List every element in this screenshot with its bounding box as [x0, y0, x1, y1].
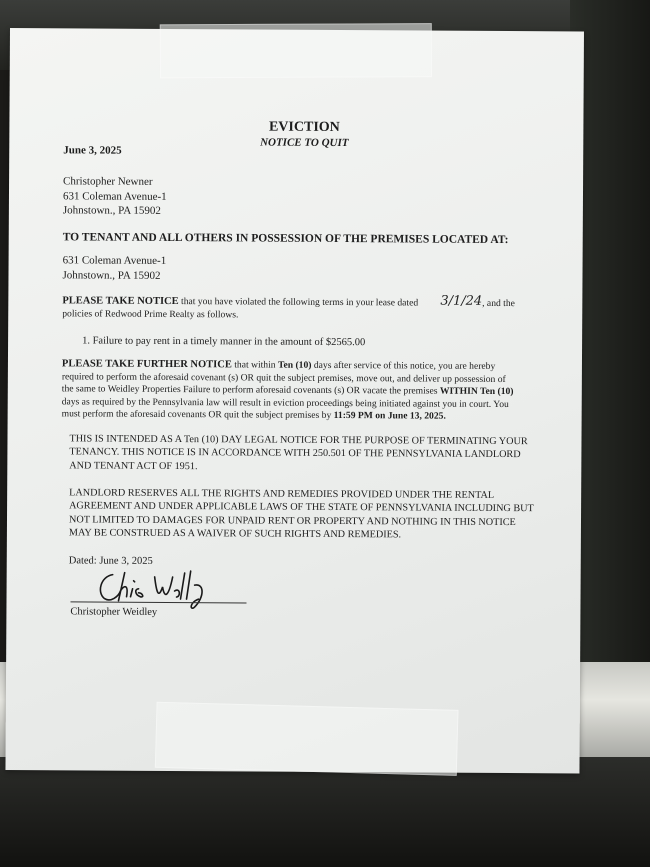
violation-item: 1. Failure to pay rent in a timely manner in the amount of $2565.00 — [82, 335, 366, 349]
tenant-name: Christopher Newner — [63, 175, 153, 188]
para2-lead: PLEASE TAKE FURTHER NOTICE — [61, 358, 232, 371]
para1-text: that you have violated the following terms in your lease dated — [178, 296, 419, 309]
premises-city: Johnstown., PA 15902 — [62, 268, 161, 282]
dated-line: Dated: June 3, 2025 — [68, 555, 153, 567]
legal-notice-paragraph: THIS IS INTENDED AS A Ten (10) DAY LEGAL NOTICE FOR THE PURPOSE OF TERMINATING YOUR TENANCY. THIS NOTICE IS IN ACCORDANCE WITH 250.501 OF THE PENNSYLVANIA LANDLORD AND TENANT ACT OF 1951. — [69, 433, 528, 472]
premises-heading: TO TENANT AND ALL OTHERS IN POSSESSION OF THE PREMISES LOCATED AT: — [62, 231, 509, 247]
para1-lead: PLEASE TAKE NOTICE — [62, 295, 179, 308]
notice-title: EVICTION — [268, 119, 340, 136]
handwritten-lease-date: 3/1/24 — [440, 293, 483, 309]
rights-reserved-paragraph: LANDLORD RESERVES ALL THE RIGHTS AND REMEDIES PROVIDED UNDER THE RENTAL AGREEMENT AND UNDER APPLICABLE LAWS OF THE STATE OF PENNSYLVANIA INCLUDING BUT NOT LIMITED TO DAMAGES FOR UNPAID RENT OR PROPERTY AND NOTHING IN THIS NOTICE MAY BE CONSTRUED AS A WAIVER OF SUCH RIGHTS AND REMEDIES. — [68, 487, 534, 541]
signer-name: Christopher Weidley — [70, 606, 158, 618]
premises-street: 631 Coleman Avenue-1 — [62, 254, 167, 267]
premises-address — [62, 253, 166, 283]
para1-text-after: , and the — [482, 297, 515, 310]
tape-bottom — [155, 702, 459, 776]
tenant-street: 631 Coleman Avenue-1 — [62, 189, 167, 203]
para1-line2: policies of Redwood Prime Realty as follows. — [62, 307, 239, 320]
notice-subtitle: NOTICE TO QUIT — [260, 136, 349, 150]
tenant-city: Johnstown., PA 15902 — [62, 204, 161, 217]
tenant-address — [63, 174, 167, 218]
background-window-bottom — [0, 757, 650, 867]
notice-date: June 3, 2025 — [63, 144, 122, 157]
notice-paragraph-2: PLEASE TAKE FURTHER NOTICE that within Ten (10) days after service of this notice, you are hereby required to perform the aforesaid covenant (s) OR quit the subject premises, move out, and deliver up possession of the same to Weidley Properties Failure to perform aforesaid covenants (s) OR vacate the premises WITHIN Ten (10) days as required by the Pennsylvania law will result in eviction proceedings being initiated against you in court. You must perform the aforesaid covenants OR quit the subject premises by 11:59 PM on June 13, 2025. — [61, 358, 514, 423]
tape-top — [160, 23, 432, 78]
eviction-notice-paper — [5, 28, 584, 773]
